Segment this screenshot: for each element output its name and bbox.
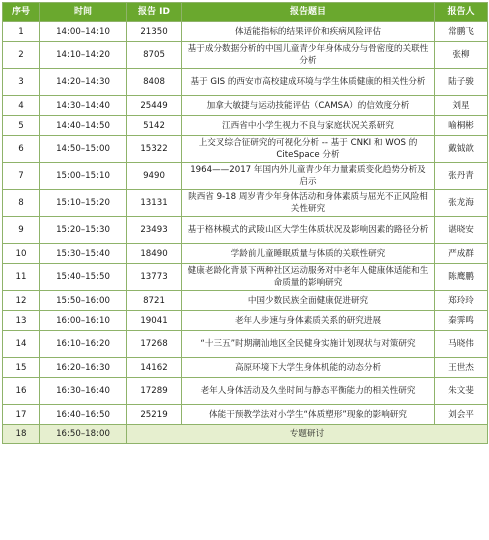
row-title: 老年人身体活动及久坐时间与静态平衡能力的相关性研究 bbox=[182, 378, 435, 405]
row-time: 15:00–15:10 bbox=[40, 163, 127, 190]
row-speaker: 郑玲玲 bbox=[435, 291, 488, 311]
row-speaker: 戴钺歆 bbox=[435, 136, 488, 163]
row-speaker: 秦霁鸣 bbox=[435, 311, 488, 331]
table-row bbox=[3, 69, 488, 96]
row-time: 16:30–16:40 bbox=[40, 378, 127, 405]
row-time: 15:30–15:40 bbox=[40, 244, 127, 264]
row-speaker: 张龙海 bbox=[435, 190, 488, 217]
row-title: 中国少数民族全面健康促进研究 bbox=[182, 291, 435, 311]
table-row bbox=[3, 116, 488, 136]
row-report-id: 18490 bbox=[127, 244, 182, 264]
row-time: 15:40–15:50 bbox=[40, 264, 127, 291]
row-report-id: 13131 bbox=[127, 190, 182, 217]
row-number: 10 bbox=[3, 244, 40, 264]
row-report-id: 15322 bbox=[127, 136, 182, 163]
row-number: 18 bbox=[3, 425, 40, 444]
row-report-id: 17268 bbox=[127, 331, 182, 358]
row-time: 14:50–15:00 bbox=[40, 136, 127, 163]
row-speaker: 严成群 bbox=[435, 244, 488, 264]
row-speaker: 陆子骏 bbox=[435, 69, 488, 96]
row-number: 17 bbox=[3, 405, 40, 425]
table-row bbox=[3, 264, 488, 291]
discussion-title: 专题研讨 bbox=[127, 425, 488, 444]
row-title: 学龄前儿童睡眠质量与体质的关联性研究 bbox=[182, 244, 435, 264]
row-title: 体适能指标的结果评价和疾病风险评估 bbox=[182, 22, 435, 42]
table-row bbox=[3, 42, 488, 69]
row-title: “十三五”时期潮汕地区全民健身实施计划现状与对策研究 bbox=[182, 331, 435, 358]
row-title: 1964——2017 年国内外儿童青少年力量素质变化趋势分析及启示 bbox=[182, 163, 435, 190]
table-row bbox=[3, 331, 488, 358]
row-title: 健康老龄化背景下两种社区运动服务对中老年人健康体适能和生命质量的影响研究 bbox=[182, 264, 435, 291]
row-number: 2 bbox=[3, 42, 40, 69]
row-number: 8 bbox=[3, 190, 40, 217]
header-report-title: 报告题目 bbox=[182, 3, 435, 22]
row-title: 基于 GIS 的西安市高校建成环境与学生体质健康的相关性分析 bbox=[182, 69, 435, 96]
row-speaker: 常鹏飞 bbox=[435, 22, 488, 42]
row-time: 14:10–14:20 bbox=[40, 42, 127, 69]
table-row bbox=[3, 163, 488, 190]
row-number: 6 bbox=[3, 136, 40, 163]
row-time: 16:20–16:30 bbox=[40, 358, 127, 378]
row-time: 14:40–14:50 bbox=[40, 116, 127, 136]
row-report-id: 17289 bbox=[127, 378, 182, 405]
row-speaker: 谌晓安 bbox=[435, 217, 488, 244]
row-title: 老年人步速与身体素质关系的研究进展 bbox=[182, 311, 435, 331]
header-time: 时间 bbox=[40, 3, 127, 22]
row-number: 5 bbox=[3, 116, 40, 136]
table-row bbox=[3, 136, 488, 163]
table-row bbox=[3, 291, 488, 311]
row-time: 16:50–18:00 bbox=[40, 425, 127, 444]
row-number: 16 bbox=[3, 378, 40, 405]
row-speaker: 张丹青 bbox=[435, 163, 488, 190]
row-number: 9 bbox=[3, 217, 40, 244]
row-report-id: 9490 bbox=[127, 163, 182, 190]
row-title: 陕西省 9-18 周岁青少年身体活动和身体素质与屈光不正风险相关性研究 bbox=[182, 190, 435, 217]
row-title: 基于成分数据分析的中国儿童青少年身体成分与骨密度的关联性分析 bbox=[182, 42, 435, 69]
row-title: 体能干预教学法对小学生“体质塑形”现象的影响研究 bbox=[182, 405, 435, 425]
table-row bbox=[3, 22, 488, 42]
row-title: 江西省中小学生视力不良与家庭状况关系研究 bbox=[182, 116, 435, 136]
row-report-id: 8705 bbox=[127, 42, 182, 69]
header-report-id: 报告 ID bbox=[127, 3, 182, 22]
row-time: 15:50–16:00 bbox=[40, 291, 127, 311]
schedule-table bbox=[2, 2, 488, 444]
table-row bbox=[3, 405, 488, 425]
row-number: 1 bbox=[3, 22, 40, 42]
table-row bbox=[3, 96, 488, 116]
table-row bbox=[3, 190, 488, 217]
row-number: 7 bbox=[3, 163, 40, 190]
row-speaker: 王世杰 bbox=[435, 358, 488, 378]
header-number: 序号 bbox=[3, 3, 40, 22]
row-speaker: 喻桐彬 bbox=[435, 116, 488, 136]
row-report-id: 8721 bbox=[127, 291, 182, 311]
row-time: 15:20–15:30 bbox=[40, 217, 127, 244]
row-number: 11 bbox=[3, 264, 40, 291]
row-report-id: 14162 bbox=[127, 358, 182, 378]
row-time: 14:20–14:30 bbox=[40, 69, 127, 96]
table-row bbox=[3, 244, 488, 264]
table-row bbox=[3, 311, 488, 331]
row-report-id: 23493 bbox=[127, 217, 182, 244]
row-title: 高原环境下大学生身体机能的动态分析 bbox=[182, 358, 435, 378]
row-title: 加拿大敏捷与运动技能评估（CAMSA）的信效度分析 bbox=[182, 96, 435, 116]
row-report-id: 8408 bbox=[127, 69, 182, 96]
row-speaker: 刘会平 bbox=[435, 405, 488, 425]
row-report-id: 13773 bbox=[127, 264, 182, 291]
row-number: 15 bbox=[3, 358, 40, 378]
table-row bbox=[3, 358, 488, 378]
row-time: 16:00–16:10 bbox=[40, 311, 127, 331]
row-report-id: 25219 bbox=[127, 405, 182, 425]
table-row bbox=[3, 217, 488, 244]
discussion-row bbox=[3, 425, 488, 444]
header-row bbox=[3, 3, 488, 22]
row-report-id: 21350 bbox=[127, 22, 182, 42]
header-speaker: 报告人 bbox=[435, 3, 488, 22]
row-speaker: 朱文斐 bbox=[435, 378, 488, 405]
row-speaker: 陈鹰鹏 bbox=[435, 264, 488, 291]
row-number: 13 bbox=[3, 311, 40, 331]
row-time: 14:00–14:10 bbox=[40, 22, 127, 42]
row-time: 14:30–14:40 bbox=[40, 96, 127, 116]
row-time: 15:10–15:20 bbox=[40, 190, 127, 217]
row-report-id: 25449 bbox=[127, 96, 182, 116]
row-report-id: 19041 bbox=[127, 311, 182, 331]
row-number: 4 bbox=[3, 96, 40, 116]
row-speaker: 刘星 bbox=[435, 96, 488, 116]
row-time: 16:40–16:50 bbox=[40, 405, 127, 425]
table-row bbox=[3, 378, 488, 405]
row-number: 3 bbox=[3, 69, 40, 96]
row-report-id: 5142 bbox=[127, 116, 182, 136]
row-speaker: 马晓伟 bbox=[435, 331, 488, 358]
row-number: 14 bbox=[3, 331, 40, 358]
row-title: 基于格林模式的武陵山区大学生体质状况及影响因素的路径分析 bbox=[182, 217, 435, 244]
row-speaker: 张柳 bbox=[435, 42, 488, 69]
schedule-table-container bbox=[2, 2, 488, 444]
row-title: 上交叉综合征研究的可视化分析 -- 基于 CNKI 和 WOS 的 CiteSpace 分析 bbox=[182, 136, 435, 163]
row-number: 12 bbox=[3, 291, 40, 311]
row-time: 16:10–16:20 bbox=[40, 331, 127, 358]
